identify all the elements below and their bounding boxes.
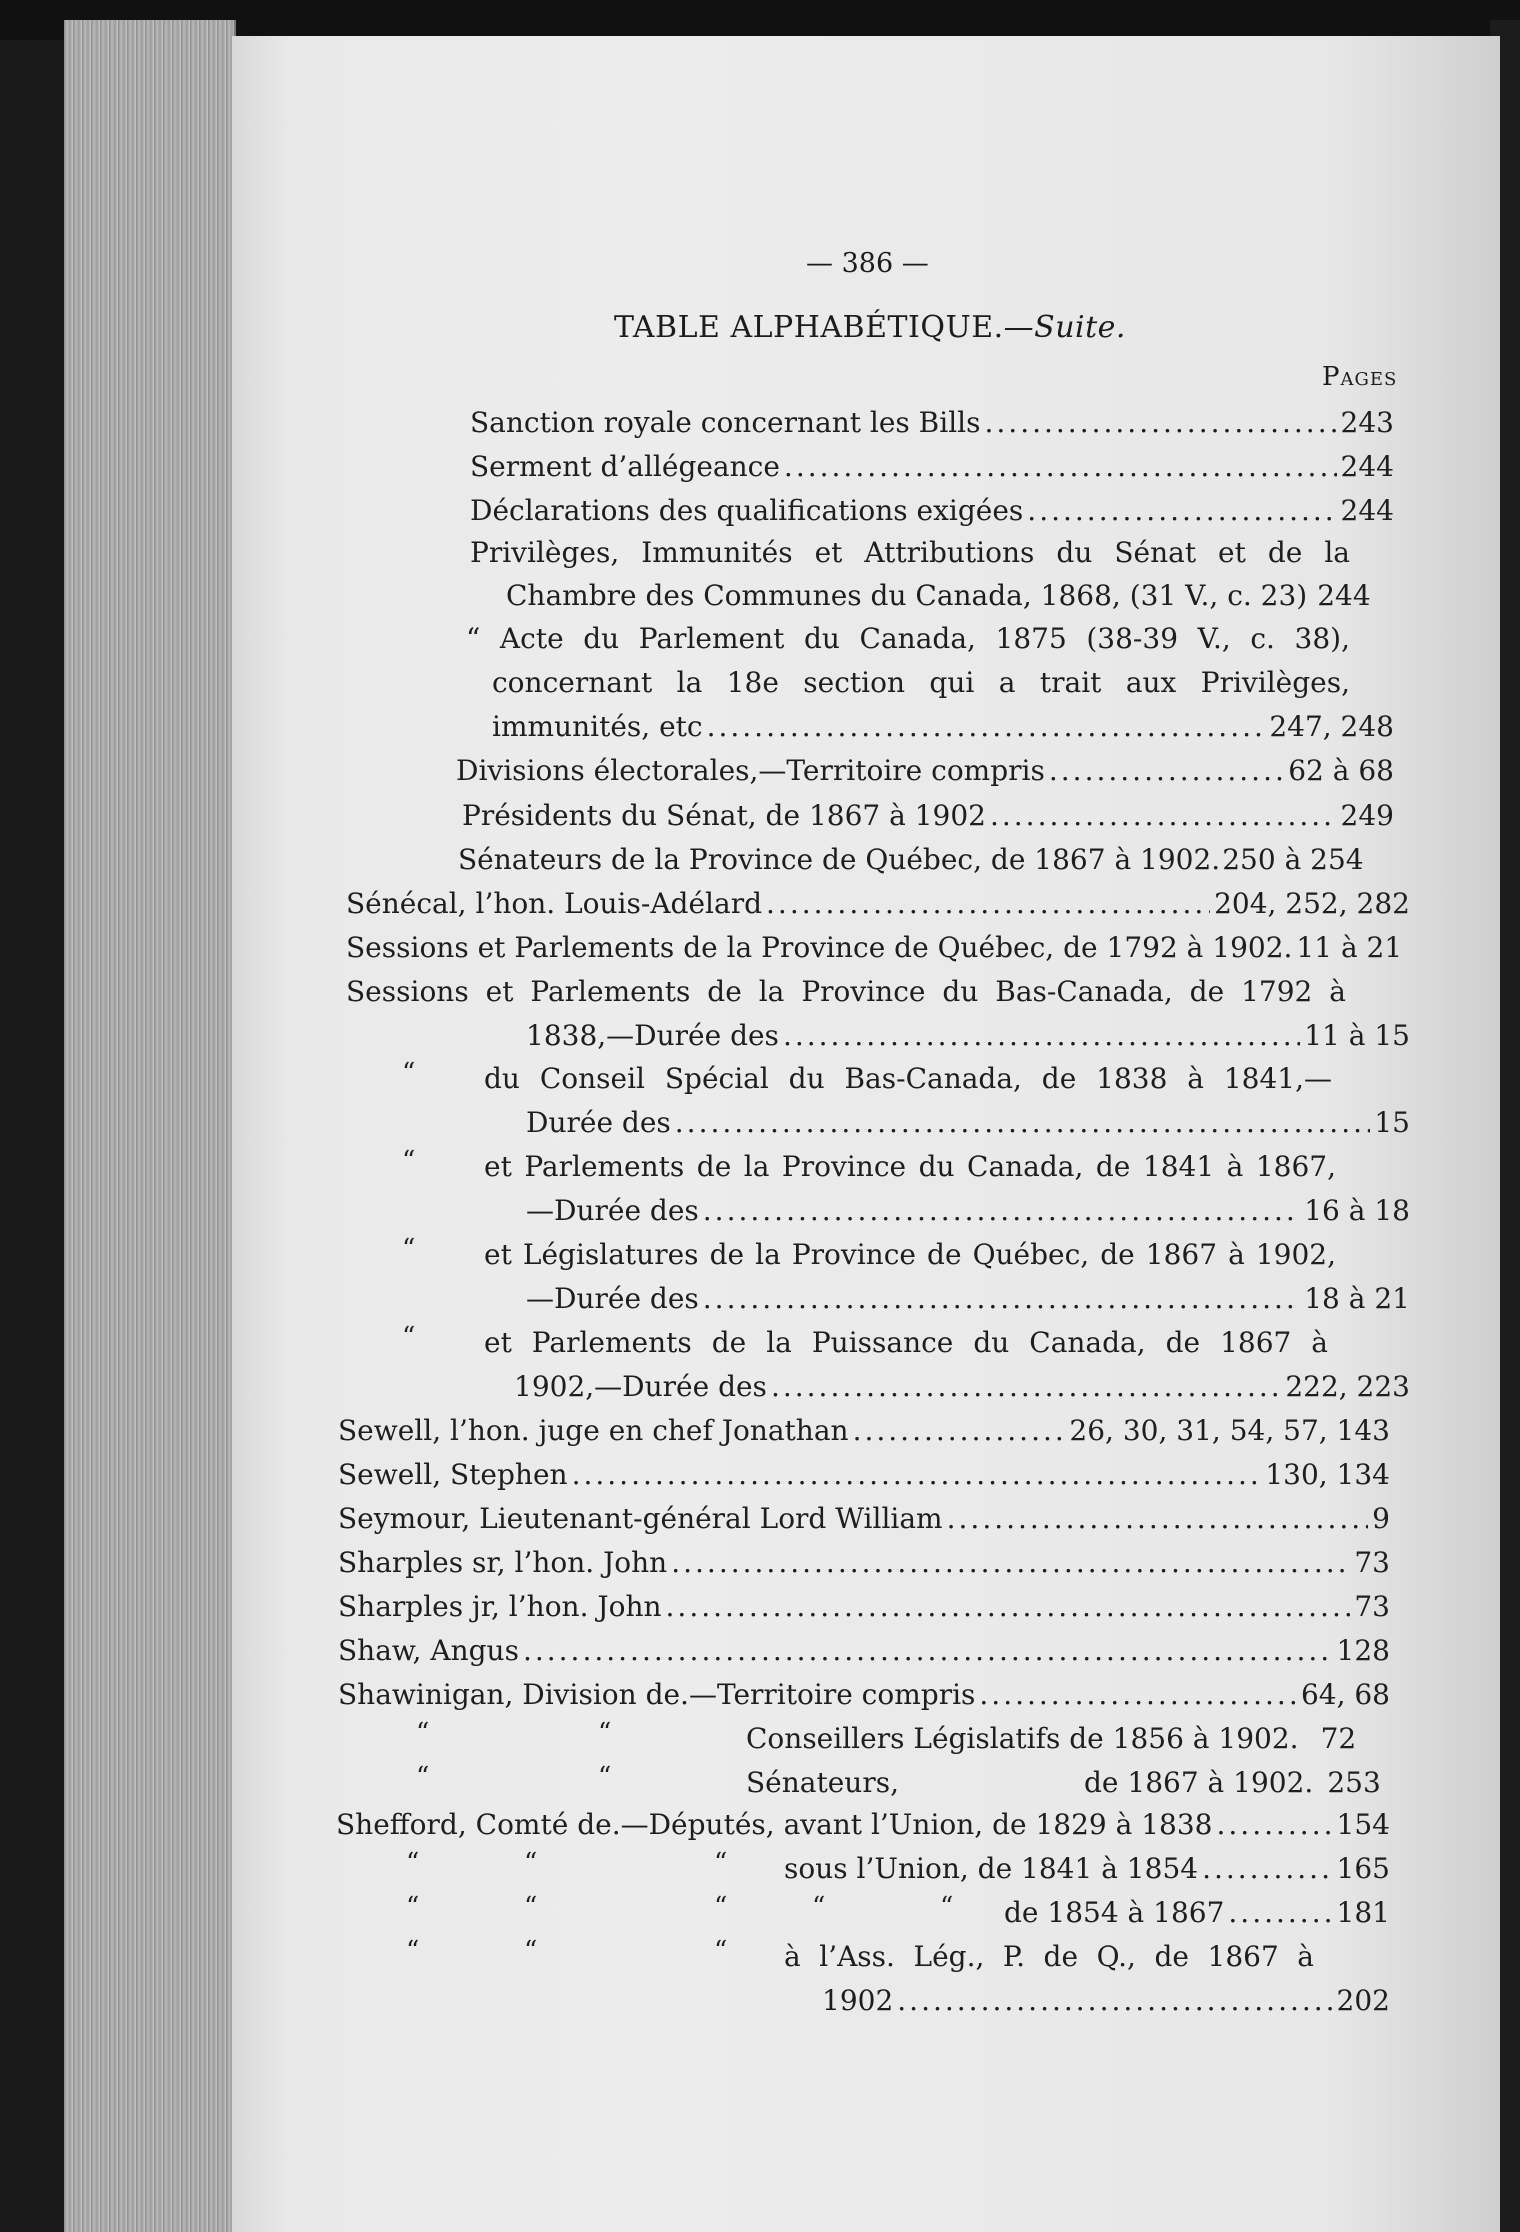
- index-entry: Sewell, l’hon. juge en chef Jonathan ..... 26, 30, 31, 54, 57, 143: [338, 1410, 1390, 1452]
- index-entry: Shawinigan, Division de.—Territoire compris ..... 64, 68: [338, 1674, 1390, 1716]
- index-entry: de 1867 à 1902. 253: [1084, 1766, 1381, 1799]
- index-entry: concernant la 18e section qui a trait aux Privilèges,: [492, 666, 1350, 699]
- ditto-mark: “: [940, 1892, 954, 1922]
- index-entry: Durée des ..... 15: [526, 1102, 1410, 1144]
- ditto-mark: “: [714, 1892, 728, 1922]
- index-entry: Conseillers Législatifs de 1856 à 1902. 72: [746, 1722, 1357, 1755]
- index-entry: —Durée des ..... 16 à 18: [526, 1190, 1410, 1232]
- ditto-mark: “: [402, 1058, 416, 1088]
- ditto-mark: “: [406, 1936, 420, 1966]
- ditto-mark: “: [714, 1936, 728, 1966]
- ditto-mark: “: [406, 1848, 420, 1878]
- ditto-mark: “: [598, 1762, 612, 1792]
- index-entry: du Conseil Spécial du Bas-Canada, de 1838 à 1841,—: [484, 1062, 1332, 1095]
- index-entry: Sénateurs de la Province de Québec, de 1867 à 1902. 250 à 254: [458, 843, 1364, 876]
- index-entry: Seymour, Lieutenant-général Lord William ..... 9: [338, 1498, 1390, 1540]
- index-entry: 1902 ..... 202: [822, 1980, 1390, 2022]
- ditto-mark: “: [598, 1718, 612, 1748]
- index-entry: Présidents du Sénat, de 1867 à 1902 ..... 249: [462, 795, 1394, 837]
- ditto-mark: “: [416, 1718, 430, 1748]
- ditto-mark: “: [524, 1936, 538, 1966]
- index-entry: et Parlements de la Puissance du Canada, de 1867 à: [484, 1326, 1328, 1359]
- index-entry: Divisions électorales,—Territoire compris ..... 62 à 68: [456, 750, 1394, 792]
- index-entry: Privilèges, Immunités et Attributions du Sénat et de la: [470, 536, 1350, 569]
- ditto-mark: “: [406, 1892, 420, 1922]
- ditto-mark: “: [714, 1848, 728, 1878]
- ditto-mark: “: [402, 1322, 416, 1352]
- ditto-mark: “: [416, 1762, 430, 1792]
- pages-column-header: Pages: [1322, 362, 1398, 392]
- index-entry: Sénateurs,: [746, 1766, 899, 1799]
- index-entry: de 1854 à 1867 ..... 181: [1004, 1892, 1390, 1934]
- ditto-mark: “: [812, 1892, 826, 1922]
- index-entry: et Parlements de la Province du Canada, de 1841 à 1867,: [484, 1150, 1336, 1183]
- index-entry: Sénécal, l’hon. Louis-Adélard ..... 204, 252, 282: [346, 883, 1410, 925]
- index-entry: Sharples jr, l’hon. John ..... 73: [338, 1586, 1390, 1628]
- index-entry: “ Acte du Parlement du Canada, 1875 (38-39 V., c. 38),: [466, 622, 1350, 655]
- index-entry: —Durée des ..... 18 à 21: [526, 1278, 1410, 1320]
- ditto-mark: “: [402, 1234, 416, 1264]
- index-entry: Sharples sr, l’hon. John ..... 73: [338, 1542, 1390, 1584]
- page-number: — 386 —: [806, 248, 929, 279]
- index-entry: sous l’Union, de 1841 à 1854 ..... 165: [784, 1848, 1390, 1890]
- index-entry: Shefford, Comté de.—Députés, avant l’Union, de 1829 à 1838 ..... 154: [336, 1804, 1390, 1846]
- index-entry: Serment d’allégeance ..... 244: [470, 446, 1394, 488]
- index-entry: Shaw, Angus ..... 128: [338, 1630, 1390, 1672]
- index-entry: 1902,—Durée des ..... 222, 223: [514, 1366, 1410, 1408]
- index-entry: et Législatures de la Province de Québec, de 1867 à 1902,: [484, 1238, 1336, 1271]
- index-entry: Sewell, Stephen ..... 130, 134: [338, 1454, 1390, 1496]
- index-entry: Déclarations des qualifications exigées ..... 244: [470, 490, 1394, 532]
- ditto-mark: “: [524, 1892, 538, 1922]
- title-main: TABLE ALPHABÉTIQUE.: [614, 310, 1004, 345]
- index-entry: Chambre des Communes du Canada, 1868, (31 V., c. 23) 244: [506, 579, 1371, 612]
- index-entry: Sanction royale concernant les Bills ..... 243: [470, 402, 1394, 444]
- ditto-mark: “: [402, 1146, 416, 1176]
- index-entry: Sessions et Parlements de la Province de Québec, de 1792 à 1902. 11 à 21: [346, 931, 1403, 964]
- index-entry: immunités, etc ..... 247, 248: [492, 706, 1394, 748]
- index-entry: 1838,—Durée des ..... 11 à 15: [526, 1015, 1410, 1057]
- index-entry: Sessions et Parlements de la Province du Bas-Canada, de 1792 à: [346, 975, 1346, 1008]
- ditto-mark: “: [524, 1848, 538, 1878]
- index-entry: à l’Ass. Lég., P. de Q., de 1867 à: [784, 1940, 1314, 1973]
- title-suffix: —Suite.: [1003, 310, 1126, 345]
